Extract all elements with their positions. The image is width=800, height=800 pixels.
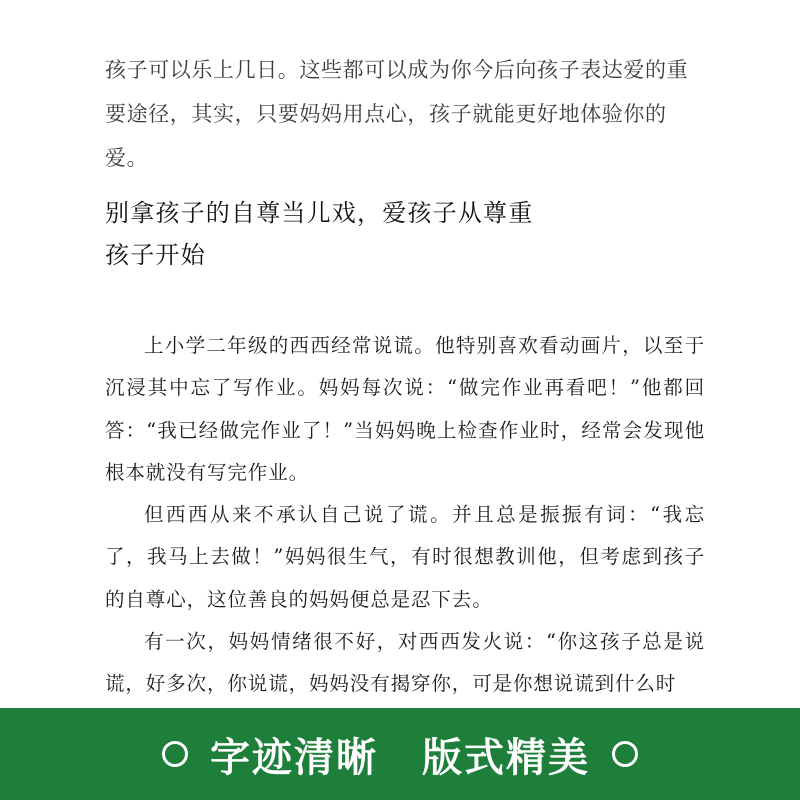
circle-outline-icon: [612, 741, 638, 767]
intro-line: 要途径，其实，只要妈妈用点心，孩子就能更好地体验你的爱。: [105, 102, 667, 170]
heading-line: 孩子开始: [105, 241, 206, 269]
promo-banner: [0, 708, 800, 800]
banner-phrase: 版式精美: [422, 734, 590, 781]
paragraph: 但西西从来不承认自己说了谎。并且总是振振有词：“我忘了，我马上去做！”妈妈很生气，有时很想教训他，但考虑到孩子的自尊心，这位善良的妈妈便总是忍下去。: [105, 503, 705, 611]
banner-content: [162, 726, 638, 783]
circle-outline-icon: [162, 741, 188, 767]
paragraph: 上小学二年级的西西经常说谎。他特别喜欢看动画片，以至于沉浸其中忘了写作业。妈妈每次说：“做完作业再看吧！”他都回答：“我已经做完作业了！”当妈妈晚上检查作业时，经常会发现他根本就没有写完作业。: [105, 334, 705, 484]
body-text: [105, 325, 705, 706]
banner-phrase: 字迹清晰: [210, 734, 378, 781]
section-heading: [105, 192, 665, 276]
intro-line: 孩子可以乐上几日。这些都可以成为你今后向孩子表达爱的重: [105, 58, 689, 82]
heading-line: 别拿孩子的自尊当儿戏，爱孩子从尊重: [105, 199, 534, 227]
paragraph: 有一次，妈妈情绪很不好，对西西发火说：“你这孩子总是说谎，好多次，你说谎，妈妈没有揭穿你，可是你想说谎到什么时: [105, 630, 705, 696]
banner-text: [210, 726, 590, 783]
intro-paragraph: [105, 48, 705, 180]
